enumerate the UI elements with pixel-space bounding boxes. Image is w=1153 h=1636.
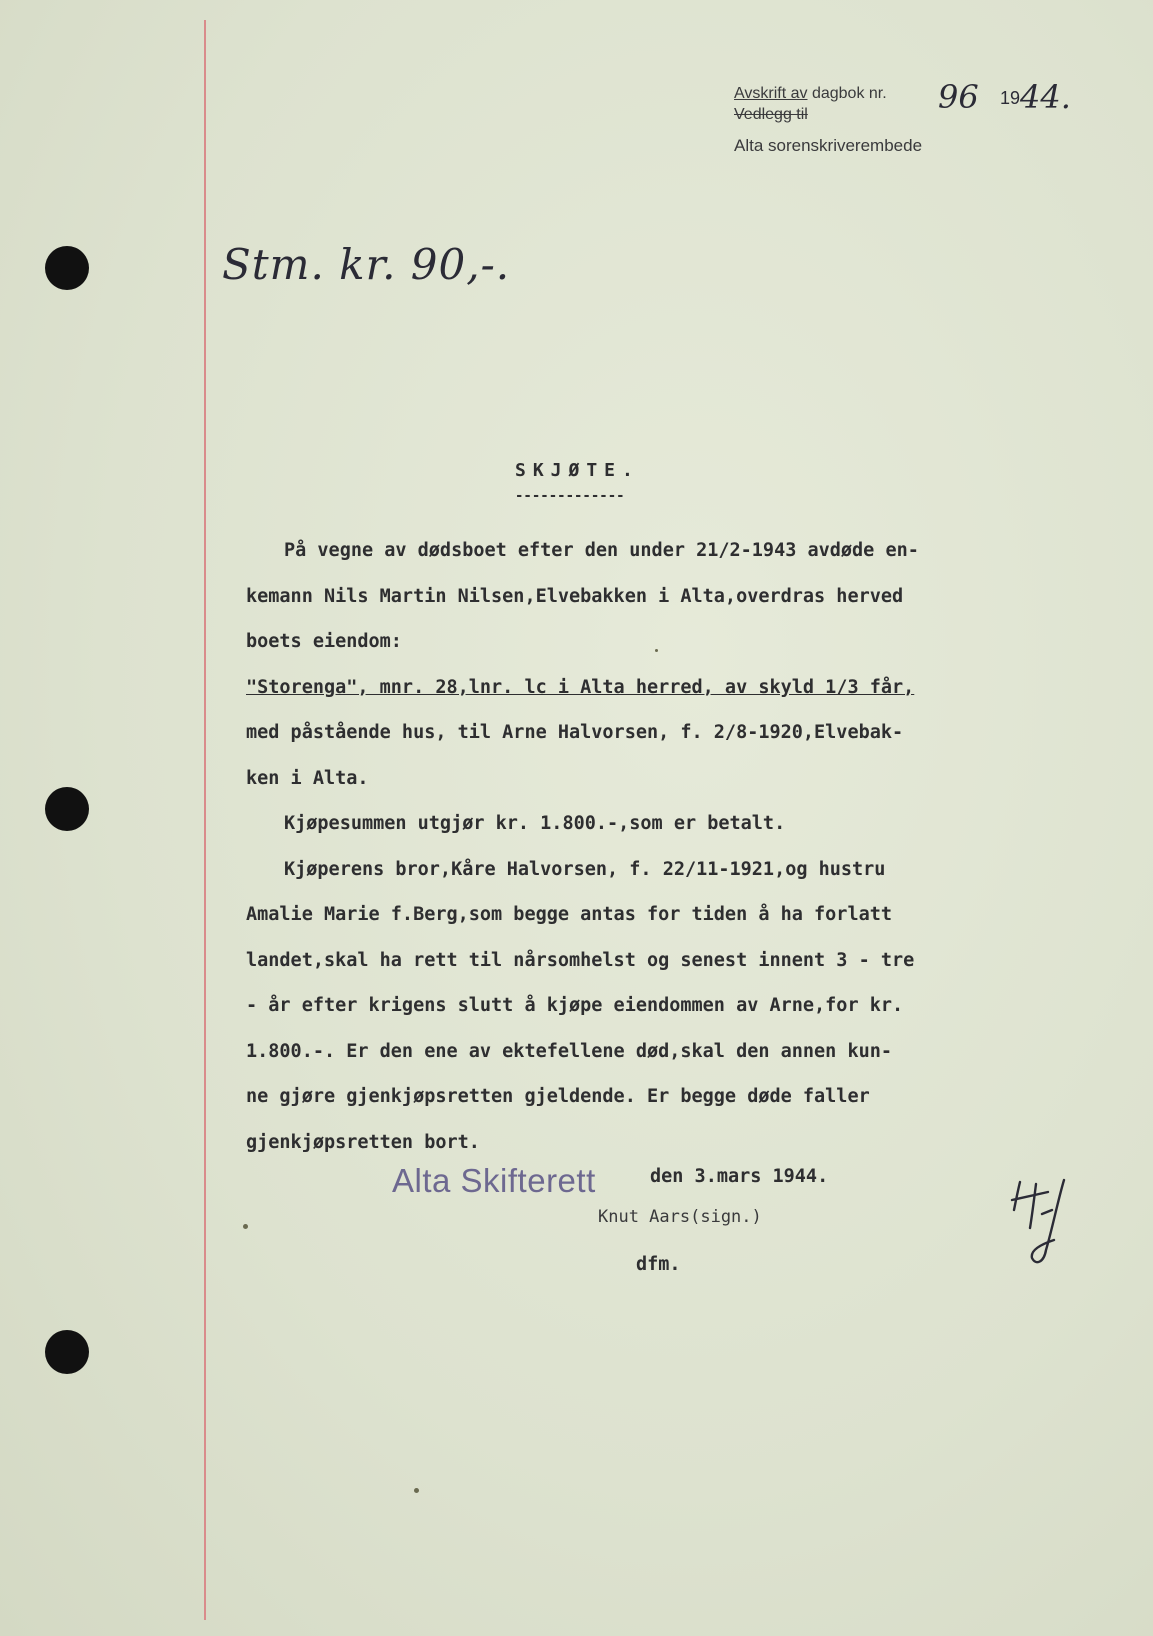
handwritten-initials-icon <box>1008 1170 1088 1270</box>
body-line: ne gjøre gjenkjøpsretten gjeldende. Er begge døde faller <box>246 1086 870 1107</box>
body-line: ken i Alta. <box>246 767 369 789</box>
year-prefix: 19 <box>1000 88 1021 108</box>
year-handwritten: 44. <box>1020 78 1071 116</box>
body-line: "Storenga", mnr. 28,lnr. lc i Alta herred, av skyld 1/3 får, <box>246 676 915 698</box>
ink-speck <box>655 649 658 652</box>
punch-hole <box>45 1330 89 1374</box>
header-dagbok: dagbok nr. <box>811 85 887 102</box>
court-stamp: Alta Skifterett <box>392 1162 596 1199</box>
closing-dfm: dfm. <box>636 1254 681 1275</box>
body-line: Kjøpesummen utgjør kr. 1.800.-,som er betalt. <box>284 813 786 834</box>
ink-speck <box>414 1488 419 1493</box>
body-line: På vegne av dødsboet efter den under 21/2-1943 avdøde en- <box>284 540 919 561</box>
header-vedlegg-struck: Vedlegg til <box>734 106 808 123</box>
body-line: kemann Nils Martin Nilsen,Elvebakken i Alta,overdras herved <box>246 585 904 607</box>
header-avskrift: Avskrift av <box>734 85 808 102</box>
punch-hole <box>45 246 89 290</box>
stamp-duty-note: Stm. kr. 90,-. <box>222 240 511 289</box>
body-line: 1.800.-. Er den ene av ektefellene død,skal den annen kun- <box>246 1040 893 1062</box>
punch-hole <box>45 787 89 831</box>
title-underline: ------------- <box>515 488 625 504</box>
signature-line: Knut Aars(sign.) <box>598 1207 762 1227</box>
body-line: med påstående hus, til Arne Halvorsen, f. 2/8-1920,Elvebak- <box>246 722 904 743</box>
header-office: Alta sorenskriverembede <box>734 136 923 155</box>
body-line: Kjøperens bror,Kåre Halvorsen, f. 22/11-1921,og hustru <box>284 858 886 880</box>
body-line: landet,skal ha rett til nårsomhelst og senest innent 3 - tre <box>246 949 915 971</box>
header-line-1 <box>734 85 887 103</box>
body-line: - år efter krigens slutt å kjøpe eiendommen av Arne,for kr. <box>246 995 904 1016</box>
document-title: SKJØTE. <box>515 460 640 481</box>
body-line: boets eiendom: <box>246 631 402 652</box>
document-body <box>246 528 1076 1165</box>
dagbok-number: 96 <box>938 78 979 116</box>
document-date: den 3.mars 1944. <box>650 1166 829 1187</box>
body-line: Amalie Marie f.Berg,som begge antas for tiden å ha forlatt <box>246 904 893 925</box>
body-line: gjenkjøpsretten bort. <box>246 1131 480 1153</box>
margin-line <box>204 20 206 1620</box>
ink-speck <box>243 1224 248 1229</box>
